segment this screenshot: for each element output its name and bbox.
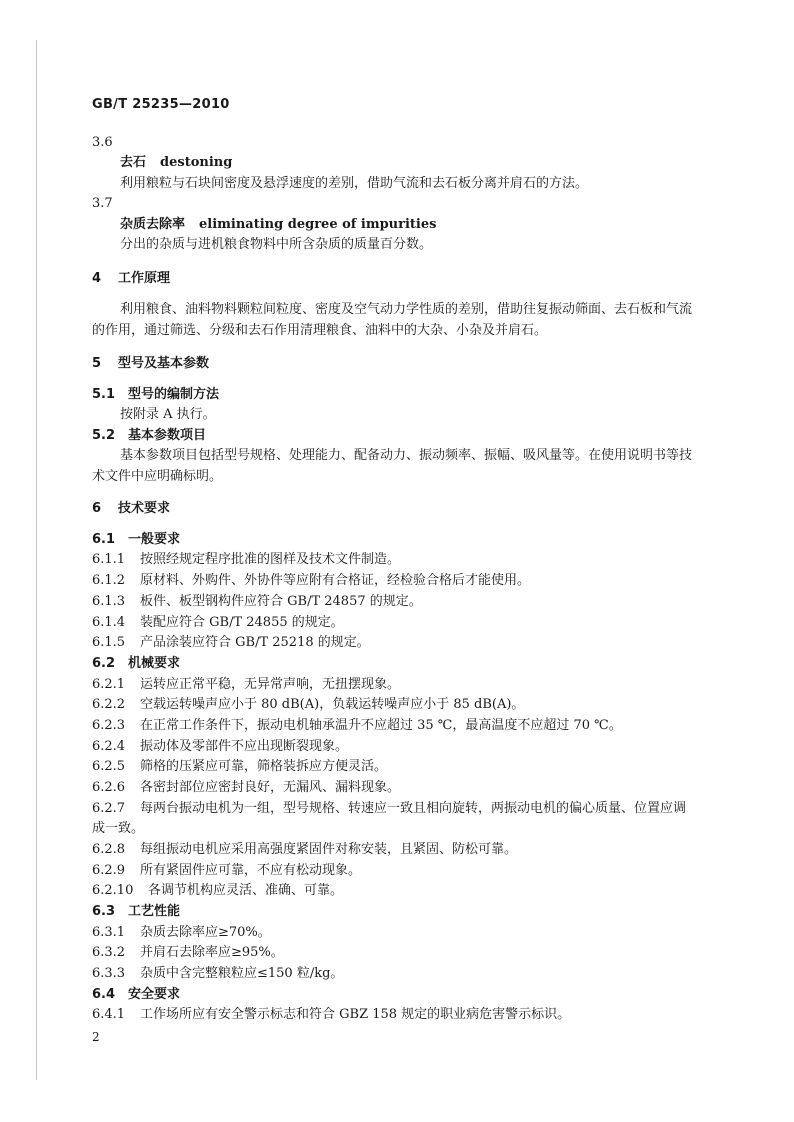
paragraph-line: 按附录 A 执行。 [120, 407, 216, 422]
section-number: 4 [92, 271, 102, 286]
clause-number: 6.1.1 [92, 552, 126, 567]
clause-number: 6.1.4 [92, 615, 126, 630]
clause [92, 593, 712, 611]
clause [92, 717, 712, 735]
clause-text: 按照经规定程序批准的图样及技术文件制造。 [140, 552, 401, 567]
clause-text: 杂质去除率应≥70%。 [140, 925, 271, 940]
section-heading [92, 270, 712, 288]
subsection-title: 机械要求 [128, 656, 181, 671]
clause [92, 551, 712, 569]
standard-code: GB/T 25235—2010 [92, 97, 230, 112]
section-title: 技术要求 [118, 501, 171, 516]
clause-text: 空载运转噪声应小于 80 dB(A)，负载运转噪声应小于 85 dB(A)。 [140, 697, 525, 712]
term-heading [120, 216, 712, 234]
clause-text: 产品涂装应符合 GB/T 25218 的规定。 [140, 635, 370, 650]
clause [92, 614, 712, 632]
subsection-number: 5.1 [92, 387, 116, 402]
clause-number: 6.3.1 [92, 925, 126, 940]
clause-number: 6.2.3 [92, 718, 126, 733]
section-title: 型号及基本参数 [118, 356, 210, 371]
paragraph-line: 利用粮食、油料物料颗粒间粒度、密度及空气动力学性质的差别，借助往复振动筛面、去石板和气流 [120, 302, 693, 317]
term-number: 3.6 [92, 135, 113, 150]
clause-number: 6.2.1 [92, 677, 126, 692]
clause-number: 6.2.2 [92, 697, 126, 712]
section-heading [92, 500, 712, 518]
clause-text: 板件、板型钢构件应符合 GB/T 24857 的规定。 [140, 594, 422, 609]
clause-text: 所有紧固件应可靠，不应有松动现象。 [140, 863, 362, 878]
section-heading [92, 355, 712, 373]
section-number: 6 [92, 501, 102, 516]
clause-number: 6.2.10 [92, 883, 134, 898]
subsection-heading [92, 531, 712, 549]
scan-edge-line [36, 40, 37, 1080]
clause [92, 965, 712, 983]
clause [92, 862, 712, 880]
clause [92, 924, 712, 942]
term-definition: 利用粮粒与石块间密度及悬浮速度的差别，借助气流和去石板分离并肩石的方法。 [120, 176, 589, 191]
clause [92, 572, 712, 590]
clause-number: 6.3.2 [92, 945, 126, 960]
clause-text: 装配应符合 GB/T 24855 的规定。 [140, 615, 344, 630]
subsection-heading [92, 386, 712, 404]
clause-text: 原材料、外购件、外协件等应附有合格证，经检验合格后才能使用。 [140, 573, 531, 588]
term-chinese: 杂质去除率 [120, 217, 186, 232]
term-number: 3.7 [92, 196, 113, 211]
clause [92, 758, 712, 776]
clause [92, 944, 712, 962]
clause [92, 676, 712, 694]
clause-number: 6.2.9 [92, 863, 126, 878]
clause-text: 工作场所应有安全警示标志和符合 GBZ 158 规定的职业病危害警示标识。 [140, 1007, 571, 1022]
subsection-title: 基本参数项目 [128, 428, 207, 443]
paragraph-line: 基本参数项目包括型号规格、处理能力、配备动力、振动频率、振幅、吸风量等。在使用说明书等技 [120, 448, 693, 463]
clause-number: 6.2.5 [92, 759, 126, 774]
subsection-title: 一般要求 [128, 532, 181, 547]
section-title: 工作原理 [118, 271, 171, 286]
clause-number: 6.4.1 [92, 1007, 126, 1022]
subsection-heading [92, 427, 712, 445]
clause-text: 各调节机构应灵活、准确、可靠。 [148, 883, 344, 898]
clause-text: 在正常工作条件下，振动电机轴承温升不应超过 35 ℃，最高温度不应超过 70 ℃。 [140, 718, 622, 733]
clause [92, 696, 712, 714]
term-heading [120, 154, 712, 172]
paragraph-line: 术文件中应明确标明。 [92, 469, 223, 484]
subsection-heading [92, 986, 712, 1004]
term-english: eliminating degree of impurities [199, 217, 437, 232]
clause-number: 6.1.2 [92, 573, 126, 588]
clause-number: 6.2.6 [92, 780, 126, 795]
subsection-title: 型号的编制方法 [128, 387, 220, 402]
clause-number: 6.2.7 [92, 801, 126, 816]
term-definition: 分出的杂质与进机粮食物料中所含杂质的质量百分数。 [120, 237, 433, 252]
clause [92, 1006, 712, 1024]
clause [92, 738, 712, 756]
clause-text: 各密封部位应密封良好，无漏风、漏料现象。 [140, 780, 401, 795]
clause [92, 800, 712, 818]
clause-number: 6.3.3 [92, 966, 126, 981]
subsection-heading [92, 903, 712, 921]
clause [92, 841, 712, 859]
clause-text: 筛格的压紧应可靠，筛格装拆应方便灵活。 [140, 759, 388, 774]
clause-text: 杂质中含完整粮粒应≤150 粒/kg。 [140, 966, 344, 981]
term-chinese: 去石 [120, 155, 147, 170]
clause-continuation: 成一致。 [92, 821, 145, 836]
subsection-number: 5.2 [92, 428, 116, 443]
clause-number: 6.2.4 [92, 739, 126, 754]
subsection-title: 安全要求 [128, 987, 181, 1002]
clause-text: 每组振动电机应采用高强度紧固件对称安装，且紧固、防松可靠。 [140, 842, 518, 857]
clause-text: 运转应正常平稳，无异常声响，无扭摆现象。 [140, 677, 401, 692]
clause-number: 6.1.3 [92, 594, 126, 609]
clause-number: 6.2.8 [92, 842, 126, 857]
clause-text: 并肩石去除率应≥95%。 [140, 945, 284, 960]
subsection-number: 6.3 [92, 904, 116, 919]
subsection-number: 6.2 [92, 656, 116, 671]
clause-text: 每两台振动电机为一组，型号规格、转速应一致且相向旋转，两振动电机的偏心质量、位置应调 [140, 801, 687, 816]
subsection-heading [92, 655, 712, 673]
subsection-number: 6.4 [92, 987, 116, 1002]
term-english: destoning [160, 155, 233, 170]
clause [92, 634, 712, 652]
clause [92, 779, 712, 797]
section-number: 5 [92, 356, 102, 371]
subsection-number: 6.1 [92, 532, 116, 547]
clause-number: 6.1.5 [92, 635, 126, 650]
subsection-title: 工艺性能 [128, 904, 181, 919]
clause [92, 882, 712, 900]
page-number: 2 [92, 1030, 100, 1044]
paragraph-line: 的作用，通过筛选、分级和去石作用清理粮食、油料中的大杂、小杂及并肩石。 [92, 323, 548, 338]
clause-text: 振动体及零部件不应出现断裂现象。 [140, 739, 349, 754]
